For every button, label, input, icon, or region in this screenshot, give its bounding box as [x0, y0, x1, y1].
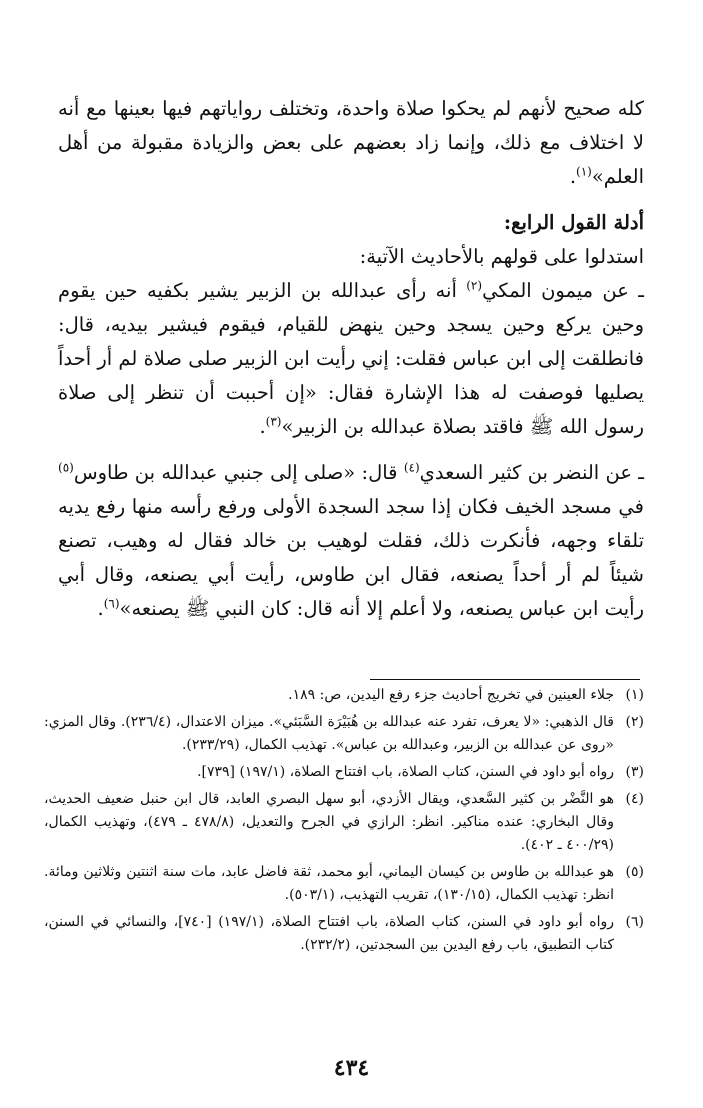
footnote — [44, 684, 644, 707]
footnote-text: جلاء العينين في تخريج أحاديث جزء رفع اليدين، ص: ١٨٩. — [288, 687, 614, 703]
footnote-separator — [370, 679, 640, 680]
footnote-number: (٣) — [625, 764, 644, 780]
footnote-number: (١) — [625, 687, 644, 703]
footnote — [44, 711, 644, 757]
paragraph-1: كله صحيح لأنهم لم يحكوا صلاة واحدة، وتختلف رواياتهم فيها بعينها مع أنه لا اختلاف مع ذلك، وإنما زاد بعضهم على بعض والزيادة مقبولة من أهل العلم»$^{(١)}$. — [58, 97, 644, 188]
footnote-ref-5[interactable]: (٥) — [58, 460, 74, 475]
footnote-ref-4[interactable]: (٤) — [403, 460, 420, 475]
paragraph-3: ـ عن النضر بن كثير السعدي$^{(٤)}$ قال: «صلى إلى جنبي عبدالله بن طاوس$^{(٥)}$ في مسجد الخيف فكان إذا سجد السجدة الأولى ورفع رأسه منها رفع يديه تلقاء وجهه، فأنكرت ذلك، فقلت لوهيب بن خالد فقال له وهيب، تصنع شيئاً لم أر أحداً يصنعه، فقال ابن طاوس، رأيت أبي يصنعه، وقال أبي رأيت ابن عباس يصنعه، ولا أعلم إلا أنه قال: كان النبي ﷺ يصنعه»$^{(٦)}$. — [58, 460, 644, 620]
footnote-text: هو النَّضْر بن كثير السَّعدي، ويقال الأزدي، أبو سهل البصري العابد، قال ابن حنبل ضعيف الحديث، وقال البخاري: عنده مناكير. انظر: الرازي في الجرح والتعديل، (٤٧٨/٨ ـ ٤٧٩)، وتهذيب الكمال، (٤٠٠/٢٩ ـ ٤٠٢). — [44, 791, 614, 853]
footnote — [44, 788, 644, 857]
paragraph-2: ـ عن ميمون المكي$^{(٢)}$ أنه رأى عبدالله بن الزبير يشير بكفيه حين يقوم وحين يركع وحين يسجد وحين ينهض للقيام، فيقوم فيشير بيديه، قال: فانطلقت إلى ابن عباس فقلت: إني رأيت ابن الزبير صلى صلاة لم أر أحداً يصليها فوصفت له هذا الإشارة فقال: «إن أحببت أن تنظر إلى صلاة رسول الله ﷺ فاقتد بصلاة عبدالله بن الزبير»$^{(٣)}$. — [58, 278, 644, 438]
footnote-text: رواه أبو داود في السنن، كتاب الصلاة، باب افتتاح الصلاة، (١٩٧/١) [٧٣٩]. — [197, 764, 614, 780]
footnote — [44, 761, 644, 784]
footnote — [44, 911, 644, 957]
intro-line: استدلوا على قولهم بالأحاديث الآتية: — [359, 245, 644, 268]
main-text — [58, 92, 644, 626]
footnote-number: (٦) — [625, 914, 644, 930]
footnote-number: (٤) — [625, 791, 644, 807]
footnote-text: رواه أبو داود في السنن، كتاب الصلاة، باب افتتاح الصلاة، (١٩٧/١) [٧٤٠]، والنسائي في السنن، كتاب التطبيق، باب رفع اليدين بين السجدتين، (٢٣٢/٢). — [44, 914, 615, 953]
section-heading: أدلة القول الرابع: — [503, 211, 644, 234]
footnotes — [44, 684, 644, 961]
footnote-text: هو عبدالله بن طاوس بن كيسان اليماني، أبو محمد، ثقة فاضل عابد، مات سنة اثنتين وثلاثين ومائة. انظر: تهذيب الكمال، (١٣٠/١٥)، تقريب التهذيب، (٥٠٣/١). — [44, 864, 614, 903]
page-number: ٤٣٤ — [333, 1055, 370, 1081]
footnote-ref-3[interactable]: (٣) — [265, 414, 282, 429]
footnote-text: قال الذهبي: «لا يعرف، تفرد عنه عبدالله بن هُبَيْرَة السَّبَئي». ميزان الاعتدال، (٢٣٦/٤). وقال المزي: «روى عن عبدالله بن الزبير، وعبدالله بن عباس». تهذيب الكمال، (٢٣٣/٢٩). — [44, 714, 614, 753]
footnote-ref-6[interactable]: (٦) — [103, 596, 120, 611]
footnote-ref-2[interactable]: (٢) — [466, 278, 483, 293]
footnote-number: (٢) — [625, 714, 644, 730]
footnote-ref-1[interactable]: (١) — [576, 164, 592, 179]
footnote-number: (٥) — [625, 864, 644, 880]
footnote — [44, 861, 644, 907]
